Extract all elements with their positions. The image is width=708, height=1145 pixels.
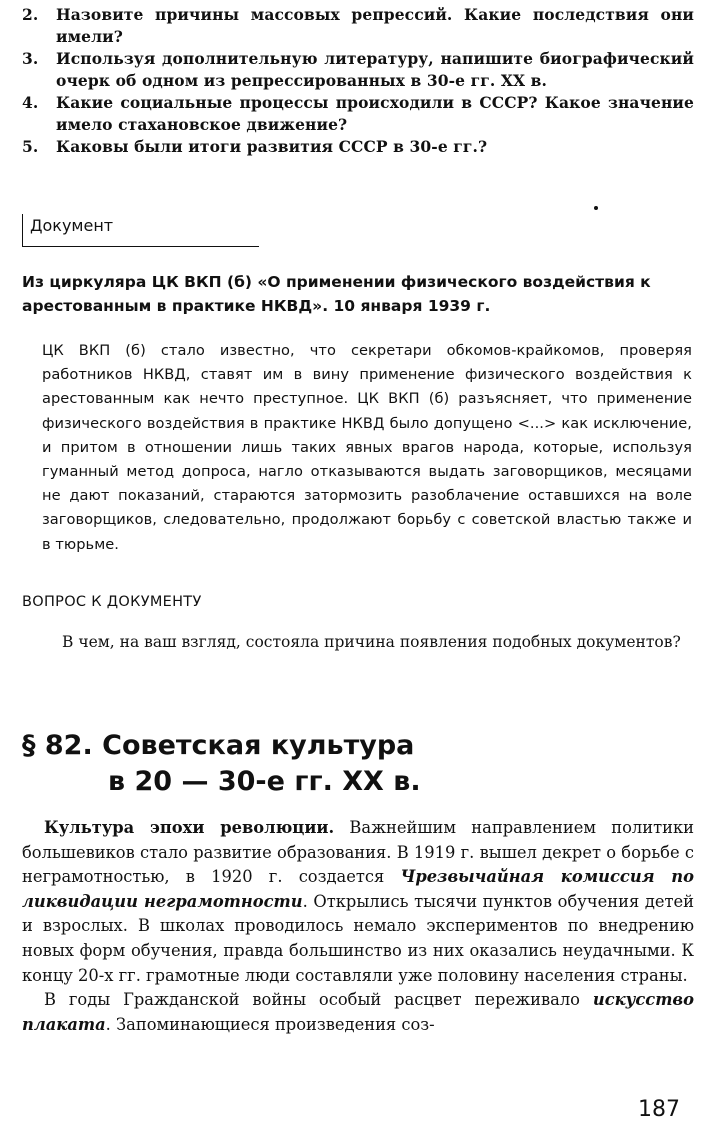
paragraph (22, 816, 694, 988)
question-text: Каковы были итоги развития СССР в 30-е гг.? (56, 137, 488, 156)
question-number: 5. (22, 137, 39, 156)
question-item (22, 92, 694, 136)
paragraph-text: Важнейшим направлением политики большевиков стало развитие образования. В 1919 г. вышел декрет о борьбе с неграмотностью, в 1920 г. создается (22, 818, 694, 887)
question-item (22, 136, 694, 158)
question-number: 3. (22, 49, 39, 68)
question-text: Назовите причины массовых репрессий. Какие последствия они имели? (56, 5, 694, 46)
document-label-box (22, 214, 259, 247)
paragraph-text: В годы Гражданской войны особый расцвет переживало (44, 990, 593, 1010)
question-text: Какие социальные процессы происходили в СССР? Какое значение имело стахановское движение? (56, 93, 694, 134)
document-label: Документ (30, 216, 114, 235)
page-number: 187 (638, 1097, 680, 1122)
document-question-label: ВОПРОС К ДОКУМЕНТУ (22, 594, 202, 610)
paragraph-text: . Запоминающиеся произведения соз- (105, 1014, 435, 1034)
question-number: 4. (22, 93, 39, 112)
paragraph-lead: Культура эпохи революции. (44, 818, 335, 837)
emphasis-text: Чрезвычайная комиссия по ликвидации неграмотности (22, 867, 694, 911)
document-title: Из циркуляра ЦК ВКП (б) «О применении физического воздействия к арестованным в практике НКВД». 10 января 1939 г. (22, 273, 651, 315)
section-title-line1: § 82. Советская культура (22, 730, 415, 761)
section-title-line2: в 20 — 30-е гг. XX в. (108, 766, 421, 797)
question-item (22, 4, 694, 48)
emphasis-text: искусство плаката (22, 990, 694, 1034)
paragraph (22, 988, 694, 1037)
section-title (22, 728, 694, 800)
stray-dot (594, 206, 598, 210)
document-question-text: В чем, на ваш взгляд, состояла причина появления подобных документов? (62, 633, 681, 651)
question-number: 2. (22, 5, 39, 24)
question-text: Используя дополнительную литературу, напишите биографический очерк об одном из репрессированных в 30-е гг. XX в. (56, 49, 694, 90)
body-text (22, 816, 694, 1037)
document-body: ЦК ВКП (б) стало известно, что секретари обкомов-крайкомов, проверяя работников НКВД, ставят им в вину применение физического воздействия к арестованным как нечто преступное. ЦК ВКП (б) разъясняет, что применение физического воздействия в практике НКВД было допущено <...> как исключение, и притом в отношении лишь таких явных врагов народа, которые, используя гуманный метод допроса, нагло отказываются выдать заговорщиков, месяцами не дают показаний, стараются затормозить разоблачение оставшихся на воле заговорщиков, следовательно, продолжают борьбу с советской властью также и в тюрьме. (42, 342, 692, 553)
question-item (22, 48, 694, 92)
paragraph-text: . Открылись тысячи пунктов обучения детей и взрослых. В школах проводилось немало экспериментов по внедрению новых форм обучения, правда большинство из них оказались неудачными. К концу 20-х гг. грамотные люди составляли уже половину населения страны. (22, 891, 694, 985)
questions-list (22, 4, 694, 158)
